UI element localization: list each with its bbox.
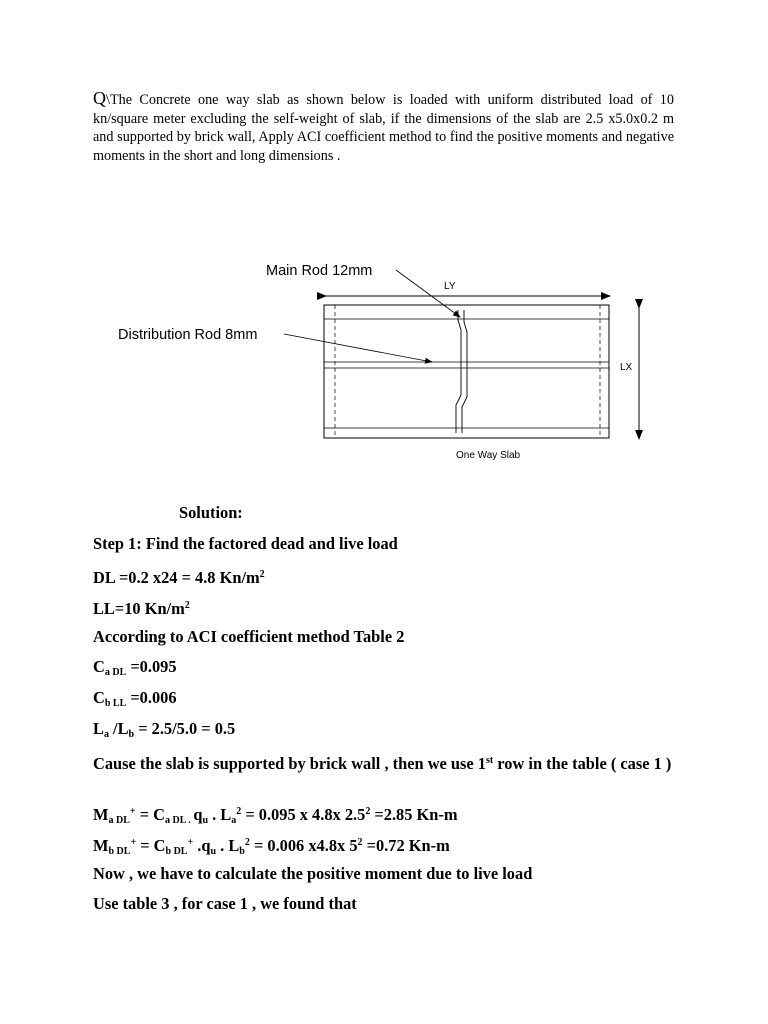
cause-b: row in the table ( case 1 ) xyxy=(493,754,672,773)
ma-end: =2.85 Kn-m xyxy=(370,805,458,824)
ma-equation xyxy=(93,802,458,831)
solution-heading: Solution: xyxy=(179,503,243,522)
distribution-rod-leader xyxy=(284,334,432,362)
ca-c: C xyxy=(93,657,105,676)
cb-rest: =0.006 xyxy=(126,688,177,707)
ca-rest: =0.095 xyxy=(126,657,177,676)
ma-msup: + xyxy=(129,806,136,817)
ma-rest: = 0.095 x 4.8x 2.5 xyxy=(241,805,366,824)
cb-c: C xyxy=(93,688,105,707)
dl-text: DL =0.2 x24 = 4.8 Kn/m xyxy=(93,568,260,587)
mb-end: =0.72 Kn-m xyxy=(362,836,450,855)
mb-qsub: u xyxy=(210,846,217,857)
dl-line xyxy=(93,565,265,588)
mb-mid: . L xyxy=(216,836,240,855)
main-rod-label: Main Rod 12mm xyxy=(266,263,373,279)
main-rod-leader xyxy=(396,270,460,317)
ma-lsup: 2 xyxy=(236,806,242,817)
cause-sup: st xyxy=(485,755,494,766)
figure-caption: One Way Slab xyxy=(456,450,521,461)
cause-a: Cause the slab is supported by brick wall , then we use 1 xyxy=(93,754,486,773)
ratio-s1: a xyxy=(103,729,109,740)
now-text: Now , we have to calculate the positive moment due to live load xyxy=(93,864,533,883)
aci-text: According to ACI coefficient method Table 2 xyxy=(93,627,405,646)
use-text: Use table 3 , for case 1 , we found that xyxy=(93,894,357,913)
ma-mid: . L xyxy=(208,805,232,824)
mb-msub: b DL xyxy=(108,846,131,857)
lx-label: LX xyxy=(620,362,633,373)
ly-label: LY xyxy=(444,281,456,292)
mb-equation xyxy=(93,833,450,862)
slab-diagram xyxy=(110,250,670,470)
mb-q: .q xyxy=(193,836,211,855)
mb-lsup: 2 xyxy=(244,837,250,848)
mb-msup: + xyxy=(130,837,137,848)
main-rod-line-1 xyxy=(456,310,461,433)
ca-sub: a DL xyxy=(104,667,127,678)
ma-msub: a DL xyxy=(108,815,130,826)
ca-line xyxy=(93,657,177,683)
ma-q: q xyxy=(193,805,203,824)
ma-qsub: u xyxy=(202,815,208,826)
ll-text: LL=10 Kn/m xyxy=(93,599,185,618)
ratio-l1: L xyxy=(93,719,104,738)
ratio-line xyxy=(93,719,235,745)
question-text: \The Concrete one way slab as shown below is loaded with uniform distributed load of 10 kn/square meter excluding the self-weight of slab, if the dimensions of the slab are 2.5 x5.0x0.2 m and supported by brick wall, Apply ACI coefficient method to find the positive moments and negative moments in the short and long dimensions . xyxy=(93,92,674,164)
ma-lsub: a xyxy=(231,815,237,826)
ratio-s2: b xyxy=(128,729,135,740)
one-way-slab-figure xyxy=(110,250,670,470)
mb-eq: = C xyxy=(136,836,166,855)
ll-sup: 2 xyxy=(184,600,190,611)
ma-eq: = C xyxy=(135,805,165,824)
step1-text: Step 1: Find the factored dead and live load xyxy=(93,534,398,553)
mb-csub: b DL xyxy=(165,846,188,857)
ma-rsup: 2 xyxy=(365,806,371,817)
ratio-mid: /L xyxy=(108,719,129,738)
question-paragraph xyxy=(93,89,674,165)
cb-line xyxy=(93,688,177,714)
mb-rest: = 0.006 x4.8x 5 xyxy=(249,836,358,855)
cause-paragraph xyxy=(93,750,683,774)
cb-sub: b LL xyxy=(104,698,127,709)
question-prefix: Q xyxy=(93,88,106,108)
mb-csup: + xyxy=(187,837,194,848)
main-rod-line-2 xyxy=(462,310,467,433)
mb-m: M xyxy=(93,836,109,855)
ma-m: M xyxy=(93,805,109,824)
mb-lsub: b xyxy=(239,846,245,857)
distribution-rod-label: Distribution Rod 8mm xyxy=(118,327,258,343)
ratio-rest: = 2.5/5.0 = 0.5 xyxy=(134,719,236,738)
ma-csub: a DL . xyxy=(164,815,194,826)
ll-line xyxy=(93,596,190,619)
mb-rsup: 2 xyxy=(357,837,363,848)
slab-outline xyxy=(324,305,609,438)
dl-sup: 2 xyxy=(259,569,265,580)
